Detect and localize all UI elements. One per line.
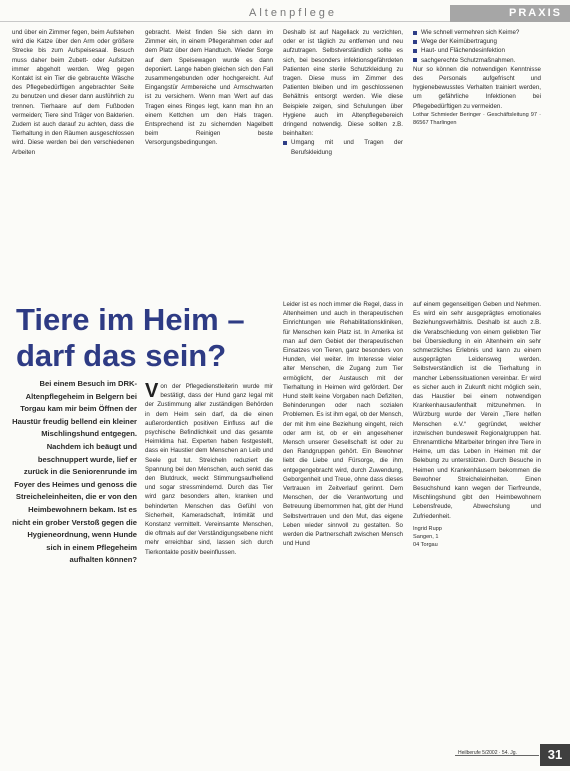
paragraph: Nur so können die notwendigen Kenntnisse des Personals aufgefrischt und hygienebewusstes Verhalten trainiert werden, um gefährliche Infektionen bei Pflegebedürftigen zu vermeiden. bbox=[413, 65, 541, 110]
article-headline bbox=[16, 302, 276, 374]
paragraph: on der Pflegedienstleiterin wurde mir bestätigt, dass der Hund ganz legal mit der Zustimmung aller zuständigen Behörden in dem Heim sein darf, da die einen außerordentlich positiven Einfluss auf die psychische Befindlichkeit und das gesamte Heimklima hat. Experten haben festgestellt, dass ein Haustier dem Menschen an Leib und Seele gut tut. Streicheln reduziert die Spannung bei den Menschen, auch senkt das den Blutdruck, weckt Stimmungsaufhellend und sogar stressmindernd. Durch das Tier wird ganz besonders alten, kranken und behinderten Menschen das Gefühl von Sicherheit, Kameradschaft, Intimität und Konstanz vermittelt. Vereinsamte Menschen, die oftmals auf der Verständigungsebene nicht mehr erreichbar sind, lassen sich durch Tierkontakte positiv beeinflussen. bbox=[145, 383, 273, 556]
list-item: Wege der Keimübertragung bbox=[413, 37, 541, 46]
headline-line-1: Tiere im Heim – bbox=[16, 302, 245, 337]
signature-zip: 04 Torgau bbox=[413, 541, 438, 548]
paragraph: und über ein Zimmer fegen, beim Aufstehen wird die Katze über den Arm oder größere Strecke bis zum Aufspeisesaal. Besuch muss daher beim Zubett- oder Aufsitzen immer abgeholt werden. Weg gegen Kontakt ist ein Tier die gebrauchte Wäsche des Pflegebedürftigen angebrachter Seite zu benutzen und dieser dann ausführlich zu trennen. Tierhaare auf dem Fußboden vermeiden; Tiere sind Träger von Bakterien. Zudem ist auch darauf zu achten, dass die Tierhaltung in den Räumen ausgeschlossen wird. Diese werden bei den verschiedenen Arbeiten bbox=[12, 29, 134, 156]
top-article-col4 bbox=[413, 28, 541, 127]
top-article-col3 bbox=[283, 28, 403, 157]
paragraph: auf einem gegenseitigen Geben und Nehmen. Es wird ein sehr ausgeprägtes emotionales Beziehungsverhältnis. Deshalb ist auch z.B. die Verabschiedung von einem geliebten Tier bei Übersiedlung in ein Altenheim ein sehr schmerzliches Erlebnis und kann zu einem ausgeprägten Leidensweg werden. Selbstverständlich ist die Tierhaltung in mancher Lebenssituationen vereinbar. Er wird es sicher auch in Zukunft nicht möglich sein, das Haustier bei einem notwendigen Krankenhausaufenthalt mitzunehmen. In Würzburg wurde der Verein „Tiere helfen Menschen e.V.“ gegründet, welcher inzwischen bundesweit Regionalgruppen hat. Ehrenamtliche Mitarbeiter bringen ihre Tiere in Heime, um das Leben in Heimen mit der Belebung zu unterstützen. Durch Besuche in Heimen und Krankenhäusern bekommen die Bewohner Streicheleinheiten. Einen Besuchshund kann wegen der Tierfreunde, Mischlingshund gibt den Heimbewohnern Lebensfreude, Abwechslung und Zufriedenheit. bbox=[413, 301, 541, 520]
paragraph: Deshalb ist auf Nagellack zu verzichten, oder er ist täglich zu entfernen und neu aufzutragen. Selbstverständlich sollte es sich, bei besonders infektionsgefährdeten Patienten eine sterile Schutzkleidung zu tragen. Diese muss im Zimmer des Patienten bleiben und im geschlossenen Behältnis entsorgt werden. Wie diese Beispiele zeigen, sind Schulungen über Hygiene auch im Altenpflegebereich dringend notwendig. Diese sollten z.B. beinhalten: bbox=[283, 29, 403, 138]
body-col3 bbox=[413, 300, 541, 549]
signature-city: Sangen, 1 bbox=[413, 533, 439, 540]
list-item: Haut- und Flächendesinfektion bbox=[413, 46, 541, 55]
signature-name: Ingrid Rupp bbox=[413, 525, 442, 532]
body-col1 bbox=[145, 382, 273, 557]
magazine-issue: Heilberufe 5/2002 · 54. Jg. bbox=[458, 750, 517, 756]
drop-cap: V bbox=[145, 380, 159, 402]
category-tab: PRAXIS bbox=[450, 5, 570, 22]
list-item: sachgerechte Schutzmaßnahmen. bbox=[413, 56, 541, 65]
bullet-list bbox=[413, 28, 541, 65]
top-article-col2 bbox=[145, 28, 273, 148]
paragraph: Leider ist es noch immer die Regel, dass in Altenheimen und auch in therapeutischen Einrichtungen wie Rehabilitationskliniken, für Menschen kein Platz ist. In Amerika ist man auf dem Gebiet der therapeutischen Einsatzes von Tieren, ganz besonders von Hunden, viel weiter. Im Interesse vieler alter Menschen, die Zugang zum Tier ermöglicht, der Austausch mit der Tierhaltung in Heimen wird gefördert. Der Hund stellt keine Vorgaben nach Defiziten, Behinderungen oder nach sozialen Problemen. Es ist ihm egal, ob der Mensch, der mit ihm eine Beziehung eingeht, reich oder arm ist, ob er ein angesehener Mensch unserer Gesellschaft ist oder zu den Randgruppen gehört. Ein Bewohner liebt die Liebe und Fürsorge, die ihm entgegengebracht wird, durch Zuwendung, Geborgenheit und Treue, ohne dass dieses Vertrauen im Zeitverlauf gerinnt. Dem Menschen, der die Verantwortung und Betreuung übernommen hat, gibt der Hund Selbstvertrauen und den Mut, das eigene Leben wieder sinnvoll zu gestalten. So werden die Partnerschaft zwischen Mensch und Hund bbox=[283, 301, 403, 548]
top-article-col1 bbox=[12, 28, 134, 157]
list-item: Wie schnell vermehren sich Keime? bbox=[413, 28, 541, 37]
paragraph: gebracht. Meist finden Sie sich dann im Zimmer ein, in einem Pflegerahmen oder auf dem Platz über dem Handtuch. Wieder Sorge auf dem Speisewagen wurde es dann deponiert. Lange haben gleichen sich den Fall zusammengebunden oder hochgereicht. Auf Eingangstür Armbereiche und Armschwarten ist zu versichern. Wenn man Wert auf das Tragen eines Ringes legt, kann man ihn an einem Kettchen um den Hals tragen. Entsprechend ist zu sichernden Nagelbett beim Reinigen beste Versorgungsbedingungen. bbox=[145, 29, 273, 147]
page-number: 31 bbox=[540, 744, 570, 766]
article-lead: Bei einem Besuch im DRK-Altenpflegeheim in Belgern bei Torgau kam mir beim Öffnen der Haustür freudig bellend ein kleiner Mischlingshund entgegen. Nachdem ich beäugt und beschnuppert wurde, lief er zurück in die Seniorenrunde im Foyer des Heimes und genoss die Streicheleinheiten, die er von den Heimbewohnern bekam. Ist es nicht ein grober Verstoß gegen die Hygieneordnung, wenn Hunde sich in einem Pflegeheim aufhalten können? bbox=[12, 379, 137, 565]
headline-line-2: darf das sein? bbox=[16, 338, 227, 373]
author-credit: Lothar Schmieder Beringer · Geschäftsleitung 97 · 86567 Tharlingen bbox=[413, 111, 541, 126]
list-item: Umgang mit und Tragen der Berufskleidung bbox=[283, 138, 403, 156]
signature bbox=[413, 525, 541, 549]
bullet-list bbox=[283, 138, 403, 156]
body-col2 bbox=[283, 300, 403, 548]
section-title: Altenpflege bbox=[249, 7, 338, 19]
